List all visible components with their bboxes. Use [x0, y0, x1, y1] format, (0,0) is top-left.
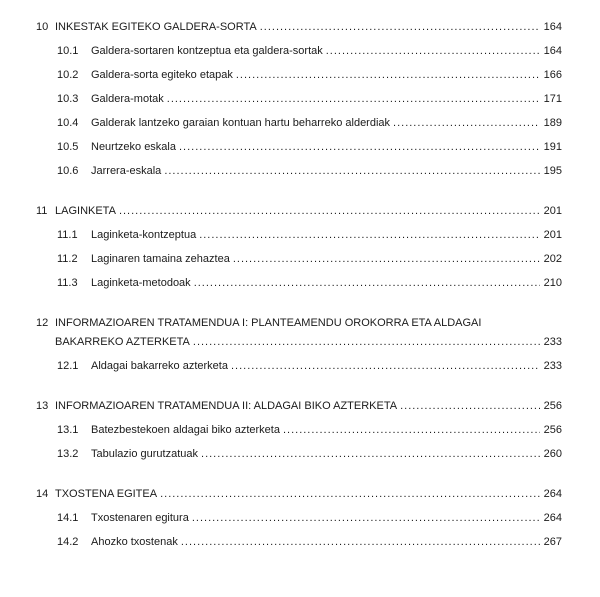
toc-entry-page: 202	[543, 253, 562, 265]
toc-entry-title: INFORMAZIOAREN TRATAMENDUA II: ALDAGAI BIKO AZTERKETA	[55, 400, 398, 412]
dot-leader	[400, 399, 540, 413]
toc-entry-number: 14.1	[57, 512, 79, 524]
toc-section-11	[36, 204, 562, 290]
dot-leader	[194, 276, 540, 290]
toc-entry	[36, 276, 562, 290]
toc-entry-title: Laginaren tamaina zehaztea	[91, 253, 230, 265]
toc-chapter-entry	[36, 487, 562, 501]
dot-leader	[167, 92, 540, 106]
dot-leader	[201, 447, 540, 461]
toc-entry-number: 10	[36, 21, 49, 33]
dot-leader	[233, 252, 540, 266]
dot-leader	[199, 228, 539, 242]
toc-section-12	[36, 316, 562, 373]
toc-entry	[36, 140, 562, 154]
dot-leader	[181, 535, 540, 549]
toc-entry	[36, 164, 562, 178]
dot-leader	[119, 204, 540, 218]
toc-entry-page: 256	[543, 400, 562, 412]
dot-leader	[179, 140, 540, 154]
dot-leader	[283, 423, 540, 437]
toc-entry-page: 264	[543, 488, 562, 500]
toc-entry-title: Jarrera-eskala	[91, 165, 162, 177]
toc-section-10	[36, 20, 562, 178]
dot-leader	[393, 116, 540, 130]
toc-entry-title: Aldagai bakarreko azterketa	[91, 360, 228, 372]
toc-entry-title: Galdera-sorta egiteko etapak	[91, 69, 233, 81]
toc-entry-page: 191	[543, 141, 562, 153]
toc-entry-number: 10.6	[57, 165, 79, 177]
toc-entry-title: Batezbestekoen aldagai biko azterketa	[91, 424, 280, 436]
toc-entry-title: Galderak lantzeko garaian kontuan hartu beharreko alderdiak	[91, 117, 391, 129]
toc-entry-page: 256	[543, 424, 562, 436]
toc-entry-page: 210	[543, 277, 562, 289]
dot-leader	[193, 335, 540, 349]
toc-entry-page: 201	[543, 229, 562, 241]
toc-entry-title: LAGINKETA	[55, 205, 116, 217]
toc-entry-number: 10.1	[57, 45, 79, 57]
toc-chapter-entry-line1	[36, 316, 562, 330]
toc-entry-number: 13.1	[57, 424, 79, 436]
toc-entry	[36, 423, 562, 437]
toc-entry-page: 189	[543, 117, 562, 129]
toc-entry	[36, 511, 562, 525]
toc-entry-title: BAKARREKO AZTERKETA	[55, 336, 190, 348]
toc-entry-page: 195	[543, 165, 562, 177]
toc-entry-title: Txostenaren egitura	[91, 512, 189, 524]
toc-entry-number: 11.1	[57, 229, 78, 241]
toc-chapter-entry	[36, 20, 562, 34]
toc-entry-page: 164	[543, 21, 562, 33]
toc-entry-number: 12	[36, 317, 49, 329]
toc-entry-number: 11.3	[57, 277, 78, 289]
dot-leader	[236, 68, 540, 82]
toc-entry-number: 14	[36, 488, 49, 500]
toc-entry	[36, 359, 562, 373]
toc-entry	[36, 68, 562, 82]
toc-entry-page: 260	[543, 448, 562, 460]
toc-chapter-entry	[36, 399, 562, 413]
toc-entry-page: 264	[543, 512, 562, 524]
toc-entry-number: 12.1	[57, 360, 79, 372]
toc-entry-title: Laginketa-kontzeptua	[91, 229, 197, 241]
toc-entry-page: 171	[543, 93, 562, 105]
toc-entry-number: 13.2	[57, 448, 79, 460]
toc-entry-page: 201	[543, 205, 562, 217]
toc-entry-number: 10.3	[57, 93, 79, 105]
toc-entry	[36, 228, 562, 242]
toc-entry-number: 10.2	[57, 69, 79, 81]
toc-entry-title: Galdera-motak	[91, 93, 164, 105]
dot-leader	[260, 20, 540, 34]
toc-entry-number: 11	[36, 205, 48, 217]
dot-leader	[160, 487, 540, 501]
toc-entry	[36, 447, 562, 461]
toc-entry-number: 11.2	[57, 253, 78, 265]
toc-entry-page: 164	[543, 45, 562, 57]
toc-entry-page: 166	[543, 69, 562, 81]
toc-entry-title: Neurtzeko eskala	[91, 141, 176, 153]
toc-chapter-entry	[36, 204, 562, 218]
toc-entry-number: 10.4	[57, 117, 79, 129]
toc-entry	[36, 116, 562, 130]
toc-entry-title: INKESTAK EGITEKO GALDERA-SORTA	[55, 21, 257, 33]
toc-entry-title: INFORMAZIOAREN TRATAMENDUA I: PLANTEAMENDU OROKORRA ETA ALDAGAI	[55, 317, 482, 329]
toc-entry-page: 233	[543, 336, 562, 348]
toc-entry-title: Laginketa-metodoak	[91, 277, 191, 289]
dot-leader	[164, 164, 539, 178]
toc-entry-number: 13	[36, 400, 49, 412]
toc-entry-title: Tabulazio gurutzatuak	[91, 448, 199, 460]
dot-leader	[326, 44, 540, 58]
toc-entry	[36, 252, 562, 266]
toc-entry-title: Ahozko txostenak	[91, 536, 178, 548]
toc-entry-number: 14.2	[57, 536, 79, 548]
toc-section-13	[36, 399, 562, 461]
toc-entry-page: 233	[543, 360, 562, 372]
toc-entry-title: TXOSTENA EGITEA	[55, 488, 158, 500]
toc-entry-page: 267	[543, 536, 562, 548]
toc-entry-title: Galdera-sortaren kontzeptua eta galdera-sortak	[91, 45, 323, 57]
toc-entry	[36, 535, 562, 549]
dot-leader	[231, 359, 540, 373]
toc-section-14	[36, 487, 562, 549]
toc-entry-number: 10.5	[57, 141, 79, 153]
toc-entry	[36, 44, 562, 58]
toc-entry	[36, 92, 562, 106]
toc-chapter-entry-line2	[36, 335, 562, 349]
dot-leader	[192, 511, 540, 525]
